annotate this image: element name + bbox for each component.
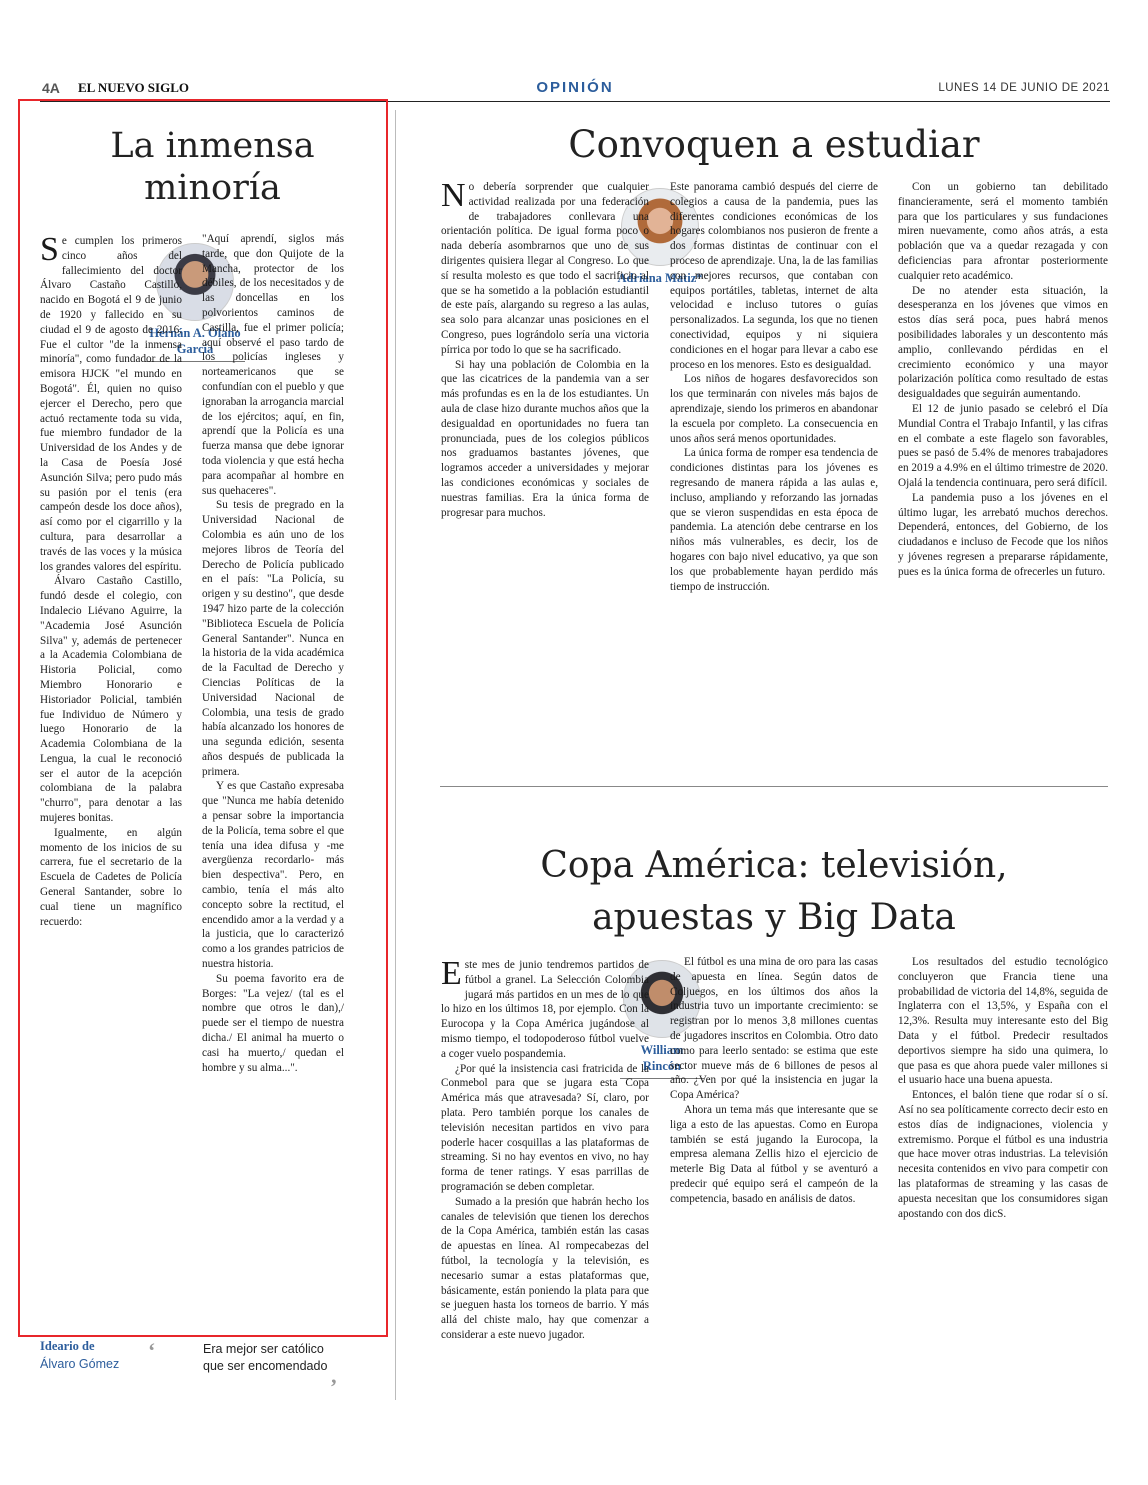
newspaper-name: EL NUEVO SIGLO [78, 80, 189, 95]
article2-paragraph: Con un gobierno tan debilitado financieramente, será el momento también para que los particulares y sus fundaciones miren nuevamente, como años atrás, a esta población que va a quedar rezagada y con deficiencias para afrontar posteriormente cualquier reto académico. [898, 181, 1108, 282]
article2-paragraph: Este panorama cambió después del cierre de colegios a causa de la pandemia, pues las diferentes condiciones económicas de los hogares colombianos nos pusieron de frente a dos formas distintas de continuar con el proceso de aprendizaje. Una, la de las familias con mejores recursos, que contaban con equipos portátiles, tabletas, internet de alta velocidad e incluso tutores o guías personalizados. La segunda, los que no tienen conectividad, equipos y ni siquiera condiciones en el hogar para llevar a cabo ese proceso en los menores. Esto es desigualdad. [670, 181, 878, 371]
article3-paragraph: El fútbol es una mina de oro para las casas de apuesta en línea. Según datos de Coljuegos, en los últimos dos años la industria tuvo un importante crecimiento: se registran por lo menos 3,8 millones cuentas de jugadores inscritos en Colombia. Otro dato como para leerlo sentado: se estima que este sector mueve más de 6 billones de pesos al año. ¿Ven por qué la insistencia en jugar la Copa América? [670, 956, 878, 1102]
article1-paragraph: "Aquí aprendí, siglos más tarde, que don Quijote de la Mancha, protector de los débiles, de los necesitados y de las doncellas en los polvorientos caminos de Castilla, fue el primer policía; aquí observé el paso tardo de los policías ingleses y norteamericanos que se confundían con el pueblo y que ignoraban la arrogancia marcial de los ejércitos; aquí, en fin, aprendí que la Policía es una fuerza mansa que debe ignorar toda violencia y que está hecha para acompañar al hombre en sus quehaceres". [202, 233, 344, 497]
article3-paragraph: Sumado a la presión que habrán hecho los canales de televisión que tienen los derechos de la Copa América, también están las casas de apuestas en línea. Al rompecabezas del fútbol, la tecnología y la televisión, es necesario sumar a estas plataformas que, básicamente, están poniendo la plata para que se jueguen hasta los torneos de barrio. Y más allá del chiste malo, hay que comenzar a considerar a este nuevo jugador. [441, 1195, 649, 1341]
dropcap: S [40, 234, 59, 268]
article3-paragraph: Ahora un tema más que interesante que se liga a esto de las apuestas. Como en Europa también se está jugando la Eurocopa, la empresa alemana Zellis hizo el ejercicio de meterle Big Data al fútbol y se aventuró a predecir qué equipo será el campeón de la competencia, basado en análisis de datos. [670, 1103, 878, 1205]
open-quote-icon: ‘ [148, 1338, 156, 1363]
article2-column-3 [898, 180, 1108, 725]
article3-paragraph: Este mes de junio tendremos partidos de fútbol a granel. La Selección Colombia jugará más partidos en un mes de lo que lo hizo en los últimos 18, por ejemplo. Con la Eurocopa y la Copa América jugándose al mismo tiempo, el todopoderoso fútbol vuelve a coger vuelo pospandemia. [441, 958, 649, 1060]
article1-paragraph: Y es que Castaño expresaba que "Nunca me había detenido a pensar sobre la importancia de la Policía, tema sobre el que tenía una idea difusa y -me avergüenza recordarlo- más bien despectiva". Pero, en cambio, tenía el más alto concepto sobre la rectitud, el encendido amor a la verdad y a la justicia, que lo caracterizó como a los grandes patricios de nuestra historia. [202, 780, 344, 971]
article2-paragraph: De no atender esta situación, la desesperanza en los jóvenes que vimos en estos días será poca, pues habrá menos posibilidades laborales y un descontento más amplio, conllevando pérdidas en el crecimiento económico y una mayor polarización política como resultado de estas desigualdades que seguirán aumentando. [898, 284, 1108, 401]
headline-inmensa-minoria: La inmensa minoría [110, 126, 315, 208]
article1-paragraph: Su poema favorito era de Borges: "La vejez/ (tal es el nombre que otros le dan),/ puede ser el tiempo de nuestra dicha./ El animal ha muerto o casi ha muerto,/ quedan el hombre y su alma...". [202, 972, 344, 1074]
author-name: Hernán A. Olano García [149, 326, 241, 356]
article2-column-1 [441, 180, 649, 720]
column-divider [395, 110, 396, 1400]
article1-paragraph: Igualmente, en algún momento de los inicios de su carrera, fue el secretario de la Escuela de Cadetes de Policía General Santander, sobre lo cual tiene un magnífico recuerdo: [40, 826, 182, 928]
article2-paragraph: No debería sorprender que cualquier actividad realizada por una federación de trabajadores conllevara una orientación política. De igual forma poco o nada debería asombrarnos que uno de sus dirigentes quisiera llegar al Congreso. Lo que sí resulta molesto es que todo el sacrificio al que se ha sometido a la población estudiantil de este país, alargando su regreso a las aulas, sea solo para alcanzar unas posiciones en el Congreso, pues lográndolo sería una victoria pírrica por todo lo que se ha sacrificado. [441, 180, 649, 356]
article3-column-1 [441, 958, 649, 1398]
ideario-title: Ideario de [40, 1339, 95, 1353]
article1-paragraph: Álvaro Castaño Castillo, fundó desde el colegio, con Indalecio Liévano Aguirre, la "Academia José Asunción Silva" y, además de pertenecer a la Academia Colombiana de Historia Policial, como Miembro Honorario e Historiador Policial, también fue Individuo de Número y luego Honorario de la Academia Colombiana de la Lengua, la cual le reconoció ser el autor de la acepción colombiana de la palabra "churro", para denotar a las mujeres bonitas. [40, 575, 182, 825]
author-name: William Rincón [640, 1043, 684, 1073]
article3-column-2 [670, 955, 878, 1398]
article2-paragraph: La única forma de romper esa tendencia de condiciones distintas para los jóvenes es regresando de manera rápida a las aulas e, incluso, ampliando y reforzando las jornadas que se vieron suspendidas en esta época de pandemia. La atención debe centrarse en los niños más vulnerables, es decir, los de hogares con bajo nivel educativo, ya que son los que probablemente hayan perdido más tiempo de instrucción. [670, 447, 878, 593]
article3-column-3 [898, 955, 1108, 1398]
article-divider [440, 786, 1108, 787]
headline-copa-america: Copa América: televisión, apuestas y Big Data [540, 845, 1008, 938]
article1-column-2 [202, 232, 344, 1317]
close-quote-icon: ’ [330, 1374, 338, 1399]
article2-column-2 [670, 180, 878, 720]
article2-paragraph: La pandemia puso a los jóvenes en el último lugar, les arrebató muchos derechos. Dependerá, entonces, del Gobierno, de los ciudadanos e incluso de Fecode que los niños y jóvenes regresen a prepararse rápidamente, pues es la única forma de ofrecerles un futuro. [898, 491, 1108, 578]
article1-paragraph: Su tesis de pregrado en la Universidad Nacional de Colombia es aún uno de los mejores libros de Teoría del Derecho de Policía publicado en el país: "La Policía, su origen y su destino", que desde 1947 hizo parte de la colección "Biblioteca Escuela de Policía General Santander". Nunca en la historia de la vida académica de la Facultad de Derecho y Ciencias Políticas de la Universidad Nacional de Colombia, una tesis de grado había alcanzado los honores de una segunda edición, sesenta años después de publicada la primera. [202, 499, 344, 778]
article1-column-1 [40, 234, 182, 1336]
dropcap: E [441, 958, 462, 992]
author-name: Adriana Matiz* [617, 271, 703, 285]
dropcap: N [441, 180, 466, 214]
ideario-quote: Era mejor ser católico que ser encomendado [203, 1342, 328, 1373]
article3-paragraph: Los resultados del estudio tecnológico concluyeron que Francia tiene una probabilidad de victoria del 14,8%, seguida de Inglaterra con el 13,5%, y España con el 12,3%. Resulta muy interesante esto del Big Data y el fútbol. Predecir resultados deportivos siempre ha sido una quimera, lo que pasa es que ahora puede valer millones si el usuario hace una buena apuesta. [898, 956, 1108, 1087]
article2-paragraph: El 12 de junio pasado se celebró el Día Mundial Contra el Trabajo Infantil, y las cifras en el combate a este flagelo son favorables, pues se pasó de 5.4% de menores trabajadores en 2019 a 4.9% en el último trimestre de 2020. Ojalá la tendencia continuara, pero será difícil. [898, 402, 1108, 489]
article2-paragraph: Los niños de hogares desfavorecidos son los que terminarán con niveles más bajos de aprendizaje, siendo los primeros en abandonar la escuela por completo. La consecuencia en unos años será menos oportunidades. [670, 373, 878, 445]
article3-paragraph: ¿Por qué la insistencia casi fratricida de la Conmebol para que se jugara esta Copa América más que atravesada? Sí, claro, por plata. Pero también porque los canales de televisión necesitan partidos en vivo para poderle hacer cosquillas a las plataformas de streaming. Si no hay eventos en vivo, no hay forma de tener ratings. Y esas parrillas de programación se deben completar. [441, 1062, 649, 1193]
issue-date: LUNES 14 DE JUNIO DE 2021 [938, 82, 1110, 94]
article2-paragraph: Si hay una población de Colombia en la que las cicatrices de la pandemia van a ser más profundas es en la de los estudiantes. Un aula de clase hizo durante muchos años que la desigualdad en oportunidades no fuera tan pronunciada, pues de los colegios públicos nos graduamos bastantes jóvenes, que logramos acceder a universidades y mejorar las condiciones económicas y sociales de nuestras familias. Era la única forma de progresar para muchos. [441, 358, 649, 519]
page-number: 4A [42, 80, 60, 96]
article1-paragraph: Se cumplen los primeros cinco años del fallecimiento del doctor Álvaro Castaño Castillo, nacido en Bogotá el 9 de junio de 1920 y fallecido en su ciudad el 9 de agosto de 2016. Fue el cultor "de la inmensa minoría", como fundador de la emisora HJCK "el mundo en Bogotá". Él, quien no quiso ejercer el Derecho, pero que actuó rectamente toda su vida, fue miembro fundador de la Universidad de los Andes y de la Casa de Poesía José Asunción Silva; pero pudo más su pasión por el tenis (era campeón desde los doce años), así como por el cigarrillo y la cultura, para desarrollar a través de las voces y la música los grandes valores del espíritu. [40, 234, 182, 573]
section-title: OPINIÓN [536, 79, 614, 96]
ideario-name: Álvaro Gómez [40, 1357, 120, 1371]
headline-convoquen-estudiar: Convoquen a estudiar [568, 123, 980, 166]
article3-paragraph: Entonces, el balón tiene que rodar sí o sí. Así no sea políticamente correcto decir esto en estos días de indignaciones, violencia y extremismo. Porque el fútbol es una industria que hace mover otras industrias. La televisión necesita contenidos en vivo para competir con las plataformas de streaming y las casas de apuesta necesitan que los consumidores sigan apostando con dos dicS. [898, 1089, 1108, 1220]
